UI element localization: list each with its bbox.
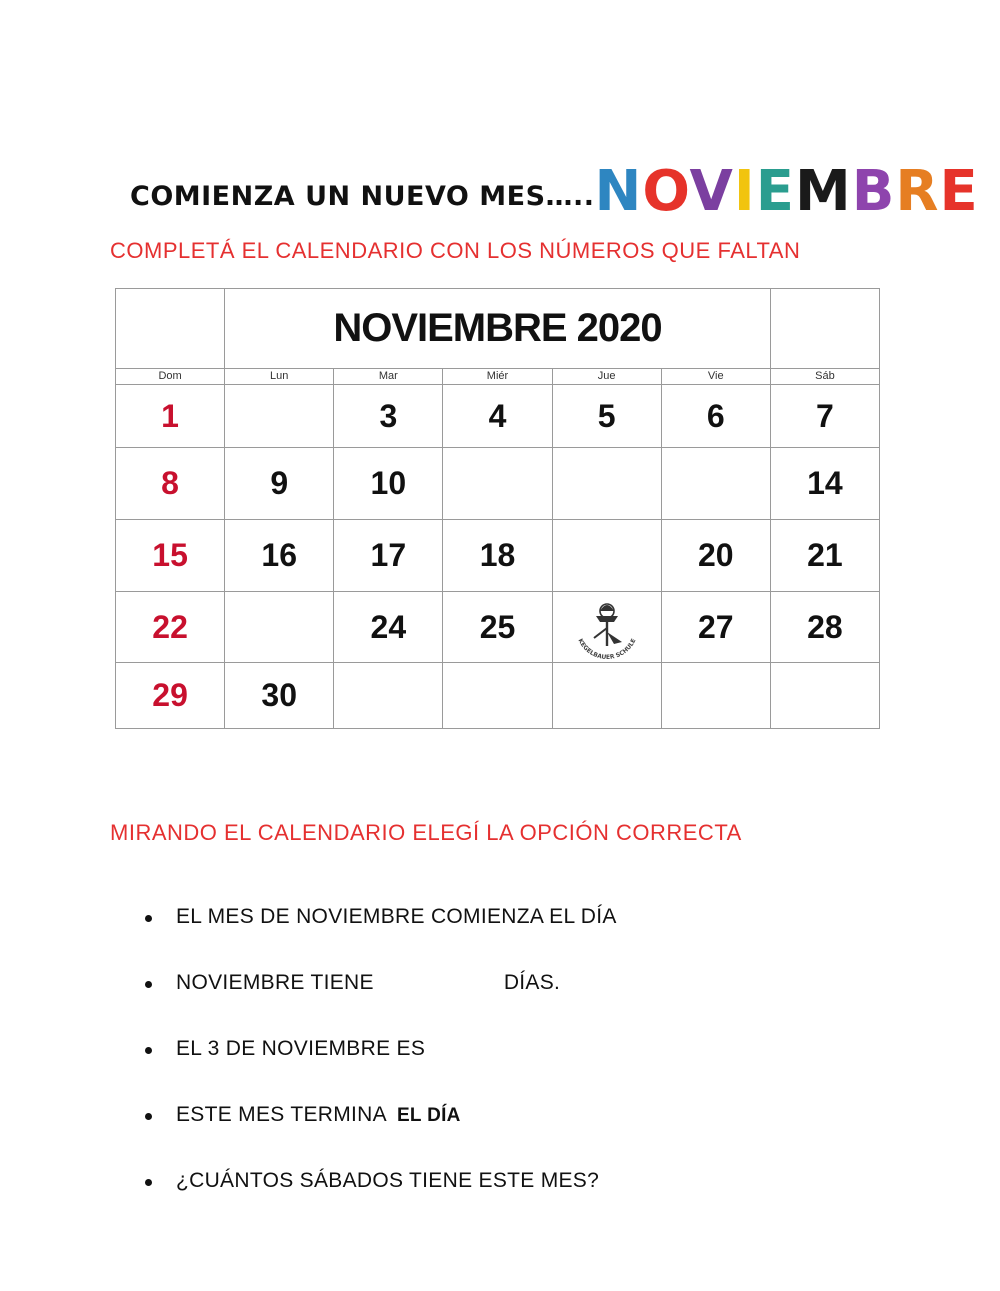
quiz-title: MIRANDO EL CALENDARIO ELEGÍ LA OPCIÓN CORRECTA xyxy=(110,820,742,845)
title-letter: B xyxy=(851,159,896,224)
blank-day-cell[interactable] xyxy=(225,384,334,448)
day-cell: 7 xyxy=(770,384,879,448)
weekday-label: Dom xyxy=(116,368,225,384)
rainbow-month-title xyxy=(594,159,979,224)
blank-day-cell[interactable] xyxy=(334,663,443,729)
worksheet-headline xyxy=(130,150,979,224)
weekday-header-row xyxy=(116,368,880,384)
bullet-icon xyxy=(145,1113,152,1120)
day-cell: 9 xyxy=(225,448,334,520)
day-cell: 15 xyxy=(116,520,225,592)
calendar-corner-right xyxy=(770,289,879,369)
day-cell: 3 xyxy=(334,384,443,448)
question-text: ¿CUÁNTOS SÁBADOS TIENE ESTE MES? xyxy=(176,1169,600,1192)
calendar-table xyxy=(115,288,880,729)
weekday-label: Jue xyxy=(552,368,661,384)
question-list xyxy=(145,905,617,1235)
title-letter: R xyxy=(895,159,940,224)
calendar-instruction: COMPLETÁ EL CALENDARIO CON LOS NÚMEROS QUE FALTAN xyxy=(110,238,801,263)
headline-lead: COMIENZA UN NUEVO MES….. xyxy=(130,181,595,212)
day-cell: 5 xyxy=(552,384,661,448)
question-text: EL 3 DE NOVIEMBRE ES xyxy=(176,1037,426,1060)
question-item xyxy=(145,1037,617,1103)
day-cell: 29 xyxy=(116,663,225,729)
question-item xyxy=(145,1103,617,1169)
day-cell: 10 xyxy=(334,448,443,520)
bullet-icon xyxy=(145,1179,152,1186)
blank-day-cell[interactable] xyxy=(552,520,661,592)
day-cell: 28 xyxy=(770,591,879,663)
bullet-icon xyxy=(145,915,152,922)
week-row xyxy=(116,448,880,520)
day-cell: 30 xyxy=(225,663,334,729)
blank-day-cell[interactable] xyxy=(225,591,334,663)
blank-day-cell[interactable] xyxy=(770,663,879,729)
day-cell: 17 xyxy=(334,520,443,592)
school-logo-icon xyxy=(564,594,650,660)
day-cell: 16 xyxy=(225,520,334,592)
week-row xyxy=(116,591,880,663)
title-letter: M xyxy=(794,159,852,224)
week-row xyxy=(116,384,880,448)
week-row xyxy=(116,663,880,729)
title-letter: O xyxy=(642,159,690,224)
blank-day-cell[interactable] xyxy=(552,591,661,663)
day-cell: 8 xyxy=(116,448,225,520)
blank-day-cell[interactable] xyxy=(552,448,661,520)
question-item xyxy=(145,1169,617,1235)
day-cell: 20 xyxy=(661,520,770,592)
blank-day-cell[interactable] xyxy=(661,448,770,520)
school-logo xyxy=(553,594,661,660)
question-suffix: DÍAS. xyxy=(503,971,561,994)
title-letter: N xyxy=(594,159,643,224)
question-item xyxy=(145,905,617,971)
week-row xyxy=(116,520,880,592)
day-cell: 21 xyxy=(770,520,879,592)
title-letter: I xyxy=(733,159,756,224)
blank-day-cell[interactable] xyxy=(661,663,770,729)
question-text: ESTE MES TERMINA xyxy=(176,1103,387,1126)
weekday-label: Lun xyxy=(225,368,334,384)
question-text: NOVIEMBRE TIENE xyxy=(176,971,374,994)
day-cell: 1 xyxy=(116,384,225,448)
day-cell: 24 xyxy=(334,591,443,663)
calendar-title: NOVIEMBRE 2020 xyxy=(225,289,771,369)
calendar-corner-left xyxy=(116,289,225,369)
svg-text:KEGELBAUER SCHULE: KEGELBAUER SCHULE xyxy=(576,637,638,661)
weekday-label: Vie xyxy=(661,368,770,384)
weekday-label: Sáb xyxy=(770,368,879,384)
day-cell: 22 xyxy=(116,591,225,663)
bullet-icon xyxy=(145,1047,152,1054)
blank-day-cell[interactable] xyxy=(443,663,552,729)
question-item xyxy=(145,971,617,1037)
blank-day-cell[interactable] xyxy=(552,663,661,729)
day-cell: 6 xyxy=(661,384,770,448)
day-cell: 4 xyxy=(443,384,552,448)
bullet-icon xyxy=(145,981,152,988)
day-cell: 18 xyxy=(443,520,552,592)
title-letter: E xyxy=(755,159,795,224)
weekday-label: Miér xyxy=(443,368,552,384)
day-cell: 27 xyxy=(661,591,770,663)
question-text: EL MES DE NOVIEMBRE COMIENZA EL DÍA xyxy=(176,905,617,928)
day-cell: 14 xyxy=(770,448,879,520)
weekday-label: Mar xyxy=(334,368,443,384)
question-suffix-bold: EL DÍA xyxy=(396,1105,461,1126)
title-letter: V xyxy=(689,159,734,224)
day-cell: 25 xyxy=(443,591,552,663)
blank-day-cell[interactable] xyxy=(443,448,552,520)
title-letter: E xyxy=(939,159,979,224)
